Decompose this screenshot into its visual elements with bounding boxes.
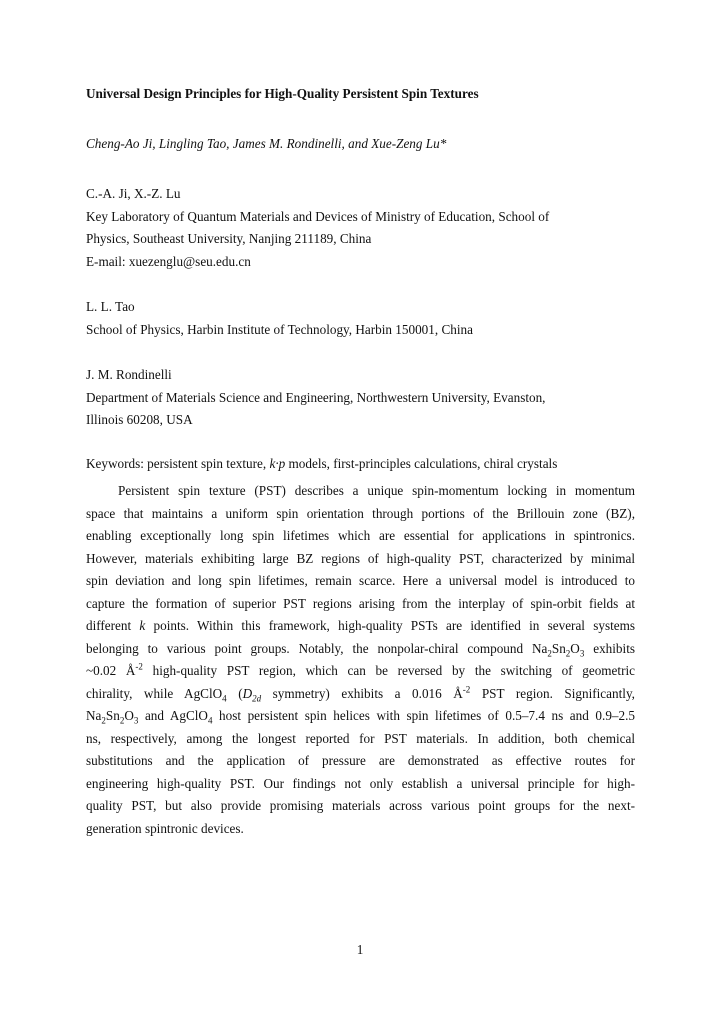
text: points. Within this framework, high-quality PSTs are identified in several systems: [145, 618, 635, 633]
text: Sn: [551, 640, 566, 656]
abstract-line: [86, 660, 635, 683]
subscript: 2: [565, 648, 571, 659]
subscript: 2d: [252, 693, 262, 704]
superscript: -2: [135, 661, 143, 672]
text: host persistent spin helices with spin lifetimes of 0.5–7.4 ns and 0.9–2.5: [212, 708, 635, 723]
abstract-line: [86, 683, 635, 706]
subscript: 4: [222, 693, 227, 704]
superscript: -2: [462, 684, 471, 695]
subscript: 3: [133, 715, 139, 726]
text: different: [86, 618, 140, 633]
abstract-line: space that maintains a uniform spin orientation through portions of the Brillouin zone (BZ),: [86, 505, 635, 521]
subscript: 4: [207, 715, 213, 726]
subscript: 2: [119, 715, 125, 726]
text: ~0.02 Å: [86, 663, 136, 678]
affiliation-block: [86, 183, 549, 273]
text: belonging to various point groups. Notably, the nonpolar-chiral compound Na: [86, 640, 548, 656]
abstract: [86, 480, 635, 840]
affiliation-line: Illinois 60208, USA: [86, 412, 193, 427]
keywords-kp: k·p: [269, 456, 286, 471]
text: chirality, while AgClO: [86, 685, 223, 701]
affiliation-line: Physics, Southeast University, Nanjing 211189, China: [86, 231, 372, 246]
abstract-line: capture the formation of superior PST regions arising from the interplay of spin-orbit fields at: [86, 595, 635, 611]
affiliation-block: [86, 296, 473, 341]
affiliation-line: School of Physics, Harbin Institute of Technology, Harbin 150001, China: [86, 321, 473, 337]
affiliation-line: Key Laboratory of Quantum Materials and Devices of Ministry of Education, School of: [86, 208, 550, 224]
abstract-line: Persistent spin texture (PST) describes a unique spin-momentum locking in momentum: [118, 483, 635, 498]
abstract-line: engineering high-quality PST. Our findings not only establish a universal principle for high-: [86, 775, 635, 791]
abstract-line: [86, 615, 635, 638]
author-list: Cheng-Ao Ji, Lingling Tao, James M. Rondinelli, and Xue-Zeng Lu*: [86, 136, 447, 151]
page-number: 1: [356, 942, 364, 957]
keywords-text: models, first-principles calculations, chiral crystals: [285, 456, 558, 471]
keywords-text: Keywords: persistent spin texture,: [86, 456, 270, 471]
affiliation-email: E-mail: xuezenglu@seu.edu.cn: [86, 253, 251, 269]
abstract-line: ns, respectively, among the longest reported for PST materials. In addition, both chemical: [86, 730, 635, 746]
abstract-line: substitutions and the application of pressure are demonstrated as effective routes for: [86, 753, 635, 768]
subscript: 2: [101, 715, 106, 726]
text: symmetry) exhibits a 0.016 Å: [261, 685, 463, 701]
abstract-line: enabling exceptionally long spin lifetimes which are essential for applications in spintronics.: [86, 528, 635, 543]
affiliation-names: L. L. Tao: [86, 299, 135, 314]
keywords: [86, 456, 557, 472]
k-symbol: k: [139, 618, 146, 633]
abstract-line: [86, 705, 635, 728]
text: O: [570, 640, 580, 656]
symmetry-symbol: D: [242, 685, 253, 701]
text: O: [124, 708, 134, 723]
abstract-line: spin deviation and long spin lifetimes, remain scarce. Here a universal model is introduced to: [86, 573, 635, 588]
subscript: 2: [547, 648, 552, 659]
text: PST region. Significantly,: [470, 685, 635, 701]
abstract-line: However, materials exhibiting large BZ regions of high-quality PST, characterized by minimal: [86, 550, 635, 566]
abstract-line: generation spintronic devices.: [86, 820, 244, 836]
affiliation-block: [86, 364, 545, 432]
text: exhibits: [584, 640, 635, 656]
affiliation-line: Department of Materials Science and Engineering, Northwestern University, Evanston,: [86, 389, 546, 405]
paper-title: Universal Design Principles for High-Quality Persistent Spin Textures: [86, 86, 479, 101]
affiliation-names: C.-A. Ji, X.-Z. Lu: [86, 186, 181, 201]
affiliation-names: J. M. Rondinelli: [86, 367, 172, 382]
abstract-line: [86, 638, 635, 661]
text: high-quality PST region, which can be reversed by the switching of geometric: [142, 663, 635, 678]
subscript: 3: [579, 648, 585, 659]
text: and AgClO: [138, 708, 208, 723]
abstract-line: quality PST, but also provide promising materials across various point groups for the next-: [86, 798, 635, 813]
text: Na: [86, 708, 102, 723]
text: (: [226, 685, 243, 701]
text: Sn: [105, 708, 120, 723]
